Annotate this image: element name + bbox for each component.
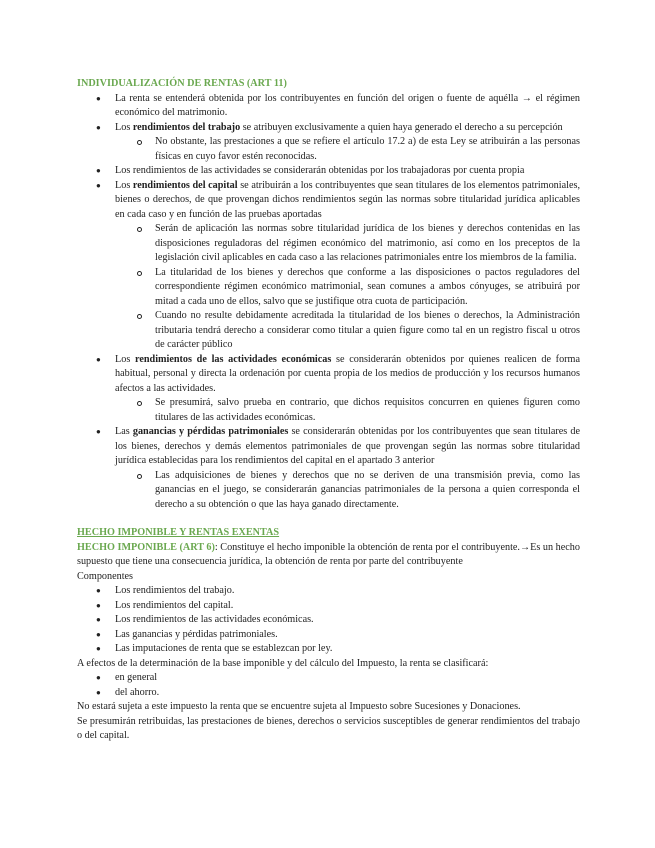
sublist-wrapper — [77, 135, 580, 164]
section-title-hecho-imponible: HECHO IMPONIBLE Y RENTAS EXENTAS — [77, 527, 280, 538]
list-item: ● en general — [77, 671, 580, 686]
item-text: Los — [115, 353, 135, 365]
list-item — [77, 425, 580, 469]
sublist-item: Cuando no resulte debidamente acreditada la titularidad de los bienes o derechos, la Administración tributaria tendrá derecho a considerar como titular a quien figure como tal en un registro fiscal u otros de carácter público — [77, 309, 580, 353]
document-content — [77, 77, 580, 744]
sublist-wrapper — [77, 222, 580, 353]
definition-text: : Constituye el hecho imponible la obtención de renta por el contribuyente.→Es un hecho supuesto que tiene una consecuencia jurídica, la obtención de renta por parte del contribuyente — [77, 541, 580, 567]
item-text: La renta se entenderá obtenida por los contribuyentes en función del origen o fuente de aquélla → el régimen económico del matrimonio. — [115, 92, 580, 118]
sublist-item: Se presumirá, salvo prueba en contrario, que dichos requisitos concurren en quienes figuren como titulares de las actividades económicas. — [77, 396, 580, 425]
list-item: ● Los rendimientos del capital. — [77, 599, 580, 614]
list-item: ● del ahorro. — [77, 686, 580, 701]
list-item: ● Las imputaciones de renta que se establezcan por ley. — [77, 642, 580, 657]
item-bold-term: rendimientos del trabajo — [132, 121, 241, 133]
item-bold-term: rendimientos de las actividades económicas — [135, 353, 332, 365]
item-text: se considerarán obtenidas por los contribuyentes que sean titulares de los bienes, derechos y demás elementos patrimoniales de que provengan según las normas sobre titularidad jurídica establecidas para los rendimientos del capital en el apartado 3 anterior — [115, 426, 580, 466]
item-text: se atribuyen exclusivamente a quien haya generado el derecho a su percepción — [240, 121, 563, 133]
subsection-title: HECHO IMPONIBLE (ART 6) — [77, 541, 215, 553]
item-text: se atribuirán a los contribuyentes que sean titulares de los elementos patrimoniales, bienes o derechos, de que provengan dichos rendimientos según las normas sobre titularidad jurídica aplicables en cada caso y en función de las pruebas aportadas — [115, 179, 580, 220]
section-title-individualizacion: INDIVIDUALIZACIÓN DE RENTAS (ART 11) — [77, 78, 287, 89]
item-bold-term: rendimientos del capital — [132, 179, 238, 191]
sublist — [77, 396, 580, 425]
presumption-text: Se presumirán retribuidas, las prestaciones de bienes, derechos o servicios susceptibles de generar rendimientos del trabajo o del capital. — [77, 715, 580, 741]
item-text: se considerarán obtenidos por quienes realicen de forma habitual, personal y directa la ordenación por cuenta propia de los medios de producción y los recursos humanos afectos a las actividades. — [115, 353, 580, 394]
item-text: Los — [115, 121, 133, 133]
sublist-wrapper — [77, 396, 580, 425]
item-text: Las — [115, 426, 133, 437]
list-item — [77, 179, 580, 223]
list-item — [77, 353, 580, 397]
spacer — [77, 512, 580, 526]
components-list — [77, 584, 580, 657]
list-item: ● Los rendimientos del trabajo. — [77, 584, 580, 599]
sublist-item: Las adquisiciones de bienes y derechos que no se deriven de una transmisión previa, como las ganancias en el juego, se considerarán ganancias patrimoniales de la persona a quien corresponda el derecho a su obtención o que las haya ganado directamente. — [77, 469, 580, 513]
list-item: ● Los rendimientos de las actividades económicas. — [77, 613, 580, 628]
item-bold-term: ganancias y pérdidas patrimoniales — [132, 426, 289, 437]
sublist — [77, 222, 580, 353]
sublist-item: No obstante, las prestaciones a que se refiere el artículo 17.2 a) de esta Ley se atribuirán a las personas físicas en cuyo favor estén reconocidas. — [77, 135, 580, 164]
sublist — [77, 469, 580, 513]
list-item — [77, 121, 580, 136]
list-item — [77, 164, 580, 179]
item-text: Los — [115, 179, 133, 191]
not-subject-text: No estará sujeta a este impuesto la renta que se encuentre sujeta al Impuesto sobre Sucesiones y Donaciones. — [77, 701, 521, 712]
sublist-item: La titularidad de los bienes y derechos que conforme a las disposiciones o pactos reguladores del correspondiente régimen económico matrimonial, sean comunes a ambos cónyuges, se atribuirá por mitad a cada uno de ellos, salvo que se justifique otra cuota de participación. — [77, 266, 580, 310]
hecho-imponible-definition — [77, 541, 580, 570]
classification-list — [77, 671, 580, 700]
list-item — [77, 92, 580, 121]
classification-intro: A efectos de la determinación de la base imponible y del cálculo del Impuesto, la renta se clasificará: — [77, 657, 489, 669]
sublist-item: Serán de aplicación las normas sobre titularidad jurídica de los bienes y derechos contenidas en las disposiciones reguladoras del régimen económico del matrimonio, así como en los preceptos de la legislación civil aplicables en cada caso a las relaciones patrimoniales entre los miembros de la familia. — [77, 222, 580, 266]
individualizacion-list — [77, 92, 580, 513]
components-label: Componentes — [77, 570, 134, 582]
list-item: ● Las ganancias y pérdidas patrimoniales. — [77, 628, 580, 643]
item-text: Los rendimientos de las actividades se considerarán obtenidas por los trabajadoras por cuenta propia — [115, 165, 525, 176]
sublist-wrapper — [77, 469, 580, 513]
sublist — [77, 135, 580, 164]
